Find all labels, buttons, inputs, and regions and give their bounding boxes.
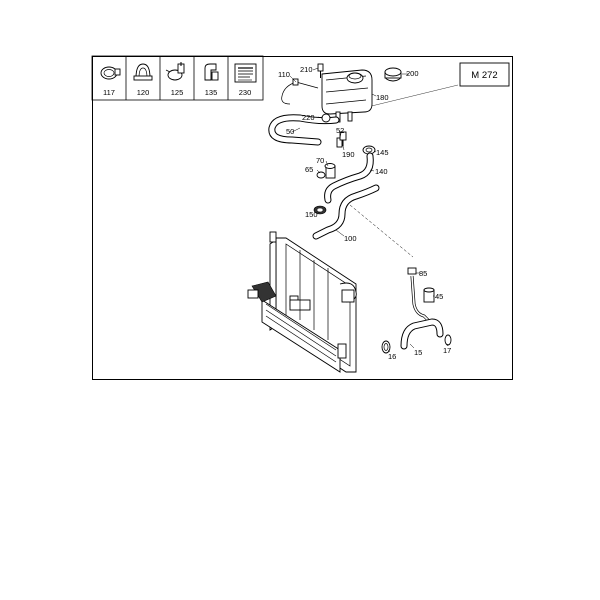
hose-110 [282, 79, 318, 104]
sleeve-45 [424, 288, 434, 302]
legend-num-120: 120 [136, 88, 150, 97]
clip-icon [205, 64, 218, 80]
expansion-tank-cap [385, 68, 401, 81]
callout-140: 140 [375, 167, 388, 176]
engine-code-box [460, 63, 509, 86]
callout-50: 50 [286, 127, 295, 136]
callout-85: 85 [419, 269, 428, 278]
warning-label-icon [235, 64, 256, 82]
callout-190: 190 [342, 150, 355, 159]
callout-210: 210 [300, 65, 313, 74]
legend-row [92, 56, 263, 100]
callout-15: 15 [414, 348, 423, 357]
callout-65: 65 [305, 165, 314, 174]
callout-200: 200 [406, 69, 419, 78]
legend-num-125: 125 [170, 88, 184, 97]
dash-leader [350, 205, 413, 257]
spring-clamp-icon [134, 64, 152, 80]
hose-15 [404, 322, 440, 346]
clamp-65 [317, 172, 325, 178]
callout-52: 52 [336, 126, 345, 135]
callout-150: 150 [305, 210, 318, 219]
callout-220: 220 [302, 113, 315, 122]
callout-45: 45 [435, 292, 444, 301]
engine-code: M 272 [471, 70, 498, 81]
hose-clamp-icon [101, 67, 120, 79]
fitting-220 [322, 114, 330, 122]
callout-110: 110 [278, 70, 290, 79]
o-ring-17 [445, 335, 451, 345]
callout-145: 145 [376, 148, 389, 157]
callout-70: 70 [316, 156, 325, 165]
expansion-tank [322, 70, 372, 122]
legend-num-135: 135 [204, 88, 218, 97]
callout-17: 17 [443, 346, 452, 355]
screw-clamp-icon [166, 62, 184, 80]
legend-num-230: 230 [238, 88, 252, 97]
thermostat-70 [325, 164, 335, 179]
legend-num-117: 117 [103, 88, 115, 97]
radiator-assembly [248, 232, 356, 372]
callout-180: 180 [376, 93, 389, 102]
callout-100: 100 [344, 234, 357, 243]
callout-16: 16 [388, 352, 397, 361]
